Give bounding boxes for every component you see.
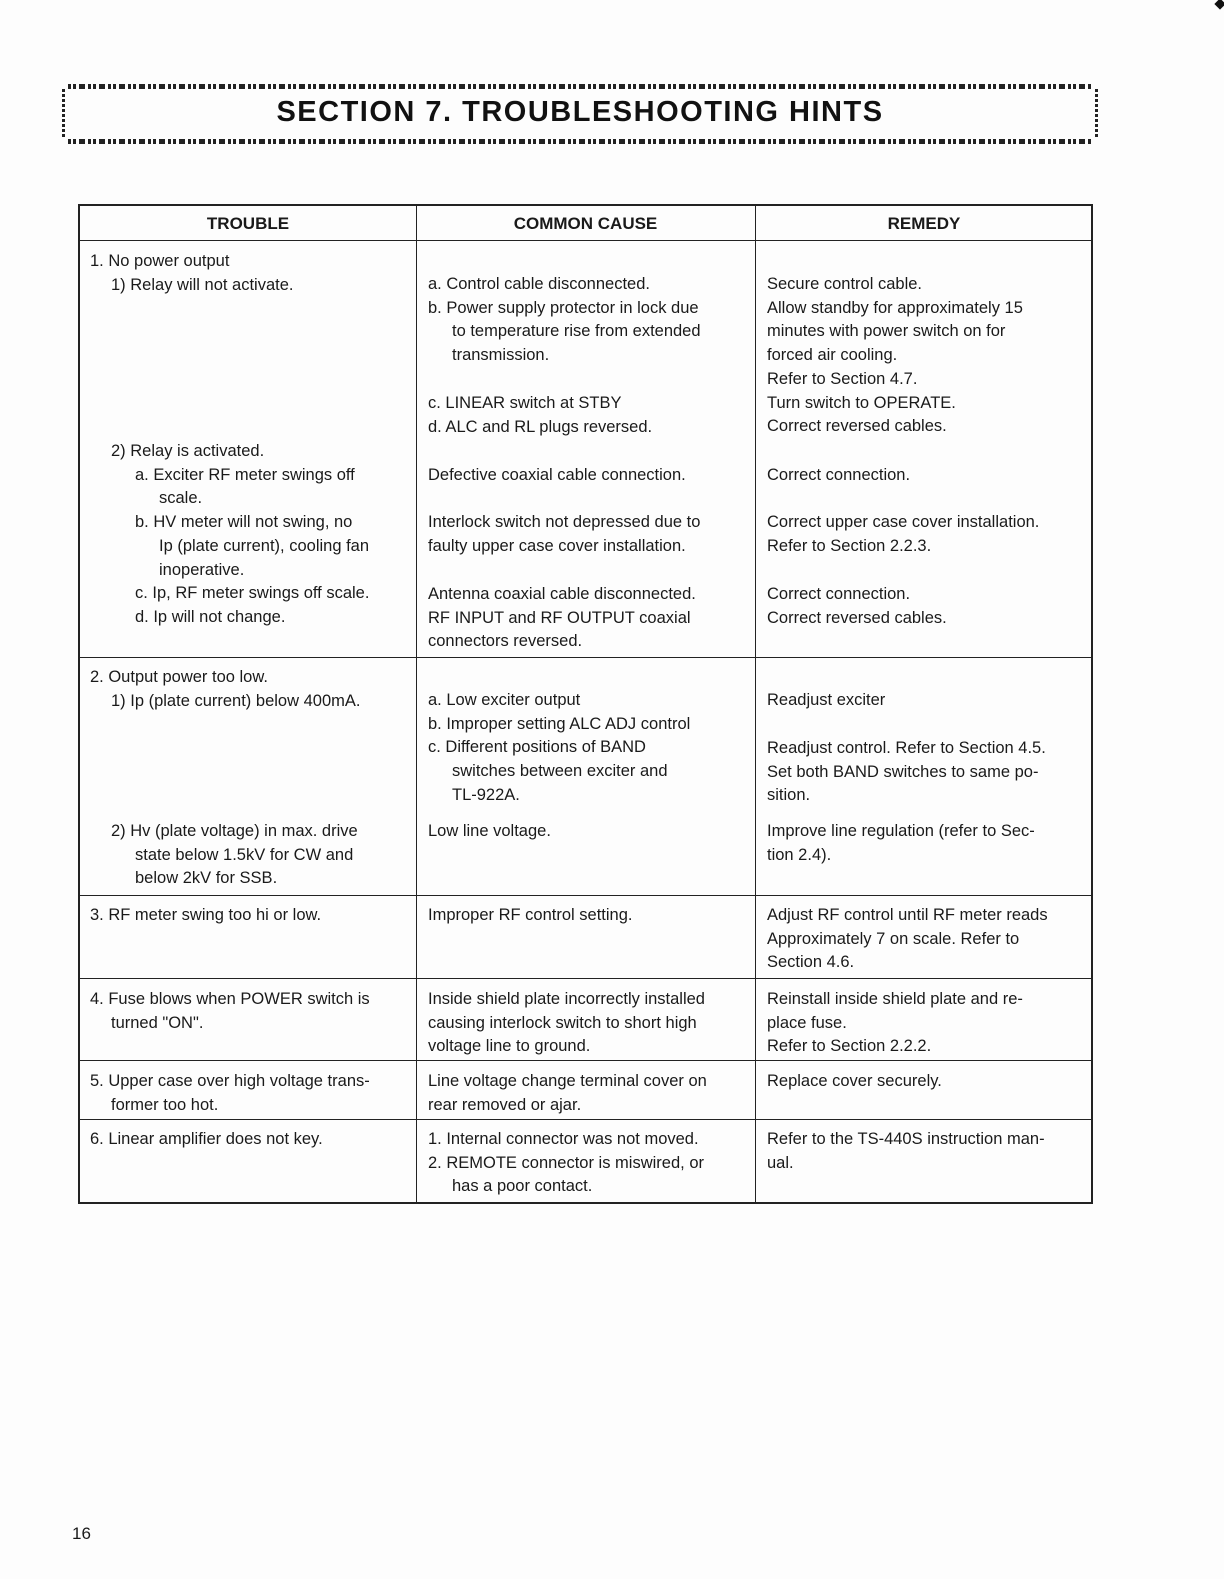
cell-line: scale.	[159, 489, 203, 508]
cell-line: Allow standby for approximately 15	[767, 298, 1023, 317]
cell-line: Line voltage change terminal cover on	[428, 1072, 707, 1090]
row1-cause-cont	[428, 464, 686, 488]
cell-line: 6. Linear amplifier does not key.	[90, 1130, 323, 1148]
cell-line: causing interlock switch to short high	[428, 1013, 697, 1032]
cell-line: Antenna coaxial cable disconnected.	[428, 585, 696, 603]
row1-cause	[428, 273, 701, 368]
cell-line: state below 1.5kV for CW and	[135, 845, 354, 864]
row4-trouble	[90, 988, 370, 1035]
column-divider	[755, 206, 756, 1202]
cell-line: c. LINEAR switch at STBY	[428, 394, 622, 412]
row-divider	[80, 895, 1091, 896]
cell-line: Defective coaxial cable connection.	[428, 466, 686, 484]
row1-remedy-cont	[767, 511, 1039, 558]
row2-remedy-cont	[767, 820, 1035, 867]
cell-line: Refer to the TS-440S instruction man-	[767, 1130, 1045, 1148]
cell-line: Inside shield plate incorrectly installed	[428, 990, 705, 1008]
cell-line: to temperature rise from extended	[452, 322, 701, 341]
cell-line: minutes with power switch on for	[767, 322, 1006, 341]
cell-line: 3. RF meter swing too hi or low.	[90, 906, 322, 924]
row5-cause	[428, 1070, 707, 1117]
cell-line: d. Ip will not change.	[135, 607, 286, 626]
cell-line: b. Improper setting ALC ADJ control	[428, 714, 691, 733]
row6-cause	[428, 1128, 704, 1199]
page-number: 16	[72, 1524, 91, 1543]
row1-trouble	[90, 250, 294, 297]
cell-line: 1. No power output	[90, 252, 230, 270]
cell-line: 1) Relay will not activate.	[111, 275, 294, 294]
cell-line: Interlock switch not depressed due to	[428, 513, 701, 531]
cell-line: ual.	[767, 1153, 794, 1172]
cell-line: turned "ON".	[111, 1013, 204, 1032]
row3-cause	[428, 904, 633, 928]
cell-line: RF INPUT and RF OUTPUT coaxial	[428, 608, 691, 627]
cell-line: 5. Upper case over high voltage trans-	[90, 1072, 370, 1090]
cell-line: 2) Hv (plate voltage) in max. drive	[111, 822, 358, 840]
row3-trouble	[90, 904, 321, 928]
cell-line: place fuse.	[767, 1013, 847, 1032]
cell-line: Correct connection.	[767, 585, 911, 603]
row-divider	[80, 1060, 1091, 1061]
row2-trouble-cont	[90, 820, 358, 891]
banner-border-top	[68, 84, 1092, 89]
cell-line: b. HV meter will not swing, no	[135, 513, 353, 532]
cell-line: 1) Ip (plate current) below 400mA.	[111, 691, 361, 710]
section-banner	[62, 84, 1098, 144]
troubleshooting-table	[78, 204, 1093, 1204]
cell-line: 2) Relay is activated.	[111, 442, 265, 460]
cell-line: Adjust RF control until RF meter reads	[767, 906, 1048, 924]
cell-line: 2. REMOTE connector is miswired, or	[428, 1153, 704, 1172]
cell-line: Correct upper case cover installation.	[767, 513, 1040, 531]
cell-line: Correct reversed cables.	[767, 417, 947, 436]
cell-line: Readjust control. Refer to Section 4.5.	[767, 739, 1046, 757]
header-remedy: REMEDY	[887, 214, 961, 233]
cell-line: c. Ip, RF meter swings off scale.	[135, 584, 370, 603]
cell-line: 4. Fuse blows when POWER switch is	[90, 990, 370, 1008]
cell-line: Reinstall inside shield plate and re-	[767, 990, 1023, 1008]
row6-remedy	[767, 1128, 1045, 1175]
row4-cause	[428, 988, 705, 1059]
row3-remedy	[767, 904, 1048, 975]
cell-line: Replace cover securely.	[767, 1072, 942, 1090]
cell-line: b. Power supply protector in lock due	[428, 298, 699, 317]
row-divider	[80, 657, 1091, 658]
cell-line: rear removed or ajar.	[428, 1095, 582, 1114]
cell-line: 1. Internal connector was not moved.	[428, 1130, 699, 1148]
row1-cause-cont	[428, 583, 696, 654]
cell-line: Improve line regulation (refer to Sec-	[767, 822, 1035, 840]
row5-trouble	[90, 1070, 370, 1117]
row2-remedy-cont	[767, 737, 1046, 808]
header-trouble: TROUBLE	[206, 214, 290, 233]
cell-line: forced air cooling.	[767, 346, 898, 365]
cell-line: Ip (plate current), cooling fan	[159, 536, 370, 555]
cell-line: 2. Output power too low.	[90, 668, 268, 686]
cell-line: Set both BAND switches to same po-	[767, 762, 1039, 781]
cell-line: inoperative.	[159, 560, 245, 579]
cell-line: c. Different positions of BAND	[428, 738, 646, 757]
row2-cause	[428, 689, 690, 808]
cell-line: switches between exciter and	[452, 762, 668, 781]
column-divider	[416, 206, 417, 1202]
cell-line: Low line voltage.	[428, 822, 551, 840]
cell-line: Turn switch to OPERATE.	[767, 393, 956, 412]
cell-line: transmission.	[452, 346, 550, 365]
row2-remedy	[767, 689, 885, 713]
cell-line: Refer to Section 2.2.3.	[767, 536, 932, 555]
cell-line: Correct connection.	[767, 466, 911, 484]
row1-trouble-cont	[90, 440, 369, 630]
cell-line: Readjust exciter	[767, 691, 886, 709]
row1-remedy	[767, 273, 1023, 439]
cell-line: Correct reversed cables.	[767, 608, 947, 627]
cell-line: d. ALC and RL plugs reversed.	[428, 417, 653, 436]
cell-line: connectors reversed.	[428, 632, 583, 651]
row2-trouble	[90, 666, 360, 713]
cell-line: below 2kV for SSB.	[135, 869, 278, 888]
banner-border-bottom	[68, 139, 1092, 144]
cell-line: faulty upper case cover installation.	[428, 536, 686, 555]
page-corner-mark	[1214, 0, 1224, 10]
cell-line: a. Exciter RF meter swings off	[135, 465, 355, 484]
cell-line: a. Control cable disconnected.	[428, 275, 650, 293]
row-divider	[80, 978, 1091, 979]
cell-line: former too hot.	[111, 1095, 219, 1114]
cell-line: sition.	[767, 786, 811, 805]
cell-line: Section 4.6.	[767, 953, 855, 972]
row1-cause-cont	[428, 392, 652, 439]
cell-line: has a poor contact.	[452, 1177, 593, 1196]
row1-remedy-cont	[767, 583, 947, 630]
row2-cause-cont	[428, 820, 551, 844]
cell-line: voltage line to ground.	[428, 1037, 591, 1056]
cell-line: Improper RF control setting.	[428, 906, 633, 924]
cell-line: TL-922A.	[452, 785, 520, 804]
cell-line: Refer to Section 4.7.	[767, 369, 918, 388]
row6-trouble	[90, 1128, 323, 1152]
cell-line: Approximately 7 on scale. Refer to	[767, 929, 1020, 948]
row5-remedy	[767, 1070, 942, 1094]
row4-remedy	[767, 988, 1023, 1059]
header-common-cause: COMMON CAUSE	[513, 214, 658, 233]
section-title: SECTION 7. TROUBLESHOOTING HINTS	[276, 96, 884, 128]
row1-cause-cont	[428, 511, 700, 558]
row-divider	[80, 1119, 1091, 1120]
cell-line: Refer to Section 2.2.2.	[767, 1037, 932, 1056]
cell-line: Secure control cable.	[767, 275, 923, 293]
cell-line: a. Low exciter output	[428, 691, 581, 709]
header-divider	[80, 240, 1091, 241]
cell-line: tion 2.4).	[767, 845, 832, 864]
row1-remedy-cont	[767, 464, 910, 488]
